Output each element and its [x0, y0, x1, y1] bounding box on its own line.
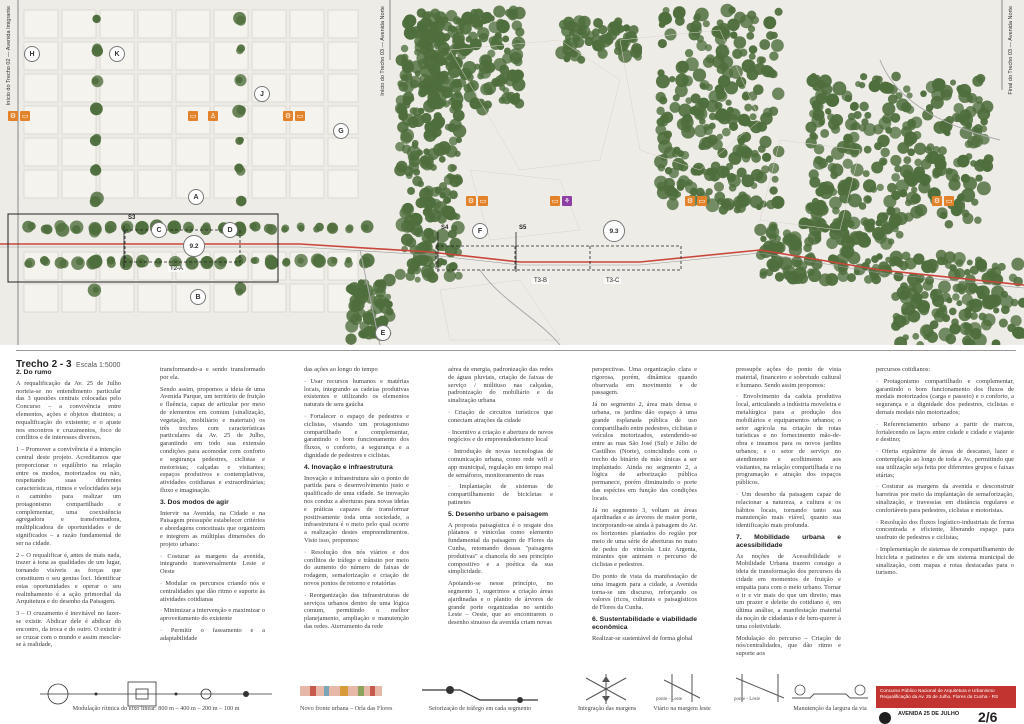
caption-east-road: Viário na margem leste — [653, 705, 711, 712]
text-column-6 — [736, 366, 841, 666]
heading-desenho-urbano: 5. Desenho urbano e paisagem — [448, 510, 549, 518]
paragraph: perspectivas. Uma organização clara e rigorosa, porém, dinâmica quando observada em movimento e de passagem. — [592, 366, 697, 397]
integration-diagram — [580, 674, 632, 704]
text-column-4 — [448, 366, 553, 666]
paragraph: das ações ao longo do tempo — [304, 366, 378, 373]
stretch-label-t2a: T2-A — [170, 266, 184, 272]
paragraph: · Resolução dos nós viários e dos conflitos de tráfego e trânsito por meio do aumento do número de faixas de rodagem, semaforização e criação de novos pontos de retorno e rotatórias — [304, 548, 409, 587]
paragraph: aérea de energia, padronização das redes de águas pluviais, criação de faixas de serviço / múltiuso nas calçadas, padronização do mobiliário e da sinalização urbana — [448, 366, 553, 405]
logo-mark-icon — [879, 712, 891, 724]
bike-icon: ⚙ — [467, 197, 475, 205]
heading-mobilidade: 7. Mobilidade urbana e acessibilidade — [736, 533, 841, 549]
contest-title: Concurso Público Nacional de Arquitetura e Urbanismo — [880, 688, 995, 693]
paragraph: Do ponto de vista da manifestação de uma imagem para a cidade, a Avenida torna-se um discurso, reforçando os valores (ricos, culturais e paisagísticos de Flores da Cunha. — [592, 572, 697, 612]
label-start-trecho-03: Início do Trecho 03 — Avenida Norte — [380, 6, 386, 96]
stretch-marker-9-3[interactable]: 9.3 — [603, 220, 625, 242]
point-marker-a[interactable]: A — [188, 189, 204, 205]
paragraph: A proposta paisagística é o resgate dos plátanos e vinícolas como elemento fundamental da paisagem de Flores da Cunha, retomando dessas "paisagens produtivas" a chancela do seu principio compositivo e a poética da sua simplicidade. — [448, 521, 553, 576]
paragraph: · Protagonismo compartilhado e complementar, garantindo o bom funcionamento dos fluxos de modais motorizados (carga e passeio) e o conforto, a segurança e a dignidade dos pedestres, ciclistas e demais modais não motorizados; — [876, 377, 1014, 416]
text-column-5 — [592, 366, 697, 666]
scale-label: Escala 1:5000 — [76, 362, 121, 369]
paragraph: · Criação de circuitos turísticos que conectam atrações da cidade — [448, 408, 553, 424]
paragraph: 3 – O cruzamento é inevitável no fazer-se existir. Abdicar dele é abdicar do encontro, da troca e do outro. O existir é se cruzar com o mundo e assim mesclar-se à realidade, — [16, 610, 121, 649]
point-marker-e[interactable]: E — [375, 325, 391, 341]
point-marker-k[interactable]: K — [109, 46, 125, 62]
point-marker-d[interactable]: D — [222, 222, 238, 238]
point-marker-c[interactable]: C — [151, 222, 167, 238]
paragraph: Sendo assim, propomos a ideia de uma Avenida Parque, um território de fruição e fluência, capaz de articular por meio de elementos em comum (sinalização, vegetação, mobiliário e materiais) os três trechos com características particulares da Av. 25 de Julho, garantindo em todo sua extensão condições para acomodar com conforto e segurança pedestres, ciclistas e motoristas; calçadas e visitantes; espaços produtivos e contemplativos, atividades cotidianas e extraordinárias; fluxo e imaginação. — [160, 385, 265, 494]
bench-icon: ▭ — [189, 112, 197, 120]
paragraph: · Incentivo a criação e abertura de novos negócios e do empreendedorismo local — [448, 428, 553, 444]
paragraph: · Fortalecer o espaço de pedestres e ciclistas, visando um protagonismo compartilhado e complementar, garantindo o bom funcionamento dos fluxos, o conforto, a segurança e a dignidade de pedestres e ciclistas. — [304, 412, 409, 459]
contest-subtitle: Requalificação da Av. 25 de Julho, Flores da Cunha - RS — [880, 693, 999, 699]
heading-inovacao: 4. Inovação e infraestrutura — [304, 463, 393, 471]
section-label-s5: S5 — [519, 225, 527, 231]
bike-icon: ⚙ — [686, 197, 694, 205]
paragraph: Já no segmento 2, área mais densa e urbana, os jardins dão espaço à uma grande esplanada pública de uso compartilhado entre pedestres, ciclistas e veículos motorizados, estendendo-se entre as ruas São José (Sul) e Júlio de Castilhos (Norte), coincidindo com o trecho do binário de mão únicas a ser implantado. Ainda no segmento 2, a lógica de arborização pública permanece, porém diminuindo o porte das espécies em função das condições locais. — [592, 401, 697, 502]
label-start-trecho-02: Início do Trecho 02 — Avenida Imigrante — [6, 6, 12, 106]
site-plan-map — [0, 0, 1024, 345]
text-column-1 — [16, 366, 121, 666]
paragraph: · Modular os percursos criando nós e centralidades que dão ritmo e suporte às atividades cotidianas — [160, 579, 265, 603]
text-column-2 — [160, 366, 265, 666]
caption-road-width: Manutenção da largura da via — [793, 705, 867, 712]
bench-icon: ▭ — [296, 112, 304, 120]
logo-text: AVENIDA 25 DE JULHO — [898, 711, 960, 717]
contest-badge — [876, 686, 1016, 724]
bench-icon: ▭ — [698, 197, 706, 205]
paragraph: percursos cotidianos: — [876, 366, 931, 373]
paragraph: · Permitir o faseamento e a adaptabilidade — [160, 626, 265, 642]
paragraph: pressupõe ações do ponto de vista material, financeiro e sobretudo cultural e humano. Sendo assim propomos: — [736, 366, 841, 389]
point-marker-h[interactable]: H — [24, 46, 40, 62]
heading-sustentabilidade: 6. Sustentabilidade e viabilidade econômica — [592, 615, 697, 631]
paragraph: Intervir na Avenida, na Cidade e na Paisagem pressupõe estabelecer critérios e abordagens conceituais que organizem e integrem as múltiplas dimensões do projeto urbano: — [160, 509, 265, 548]
section-label-s4: S4 — [441, 225, 449, 231]
paragraph: Apoiando-se nesse princípio, no segmento 1, sugerimos a criação áreas ajardinadas e o plantio de árvores de grande porte organizadas no sentido Leste – Oeste, que ao encontrarem o desenho sinuoso da avenida criam novas — [448, 580, 553, 627]
paragraph: Já no segmento 3, voltam as áreas ajardinadas e as árvores de maior porte, incorporando-se ainda à paisagem do Ar. os horizontes plantados do região por meio de uma série de aberturas no mato de pedra do vinícola Luiz Argenta, mirantes que animam o percurso de ciclistas e pedestres. — [592, 506, 697, 569]
section-label-s3: S3 — [128, 215, 136, 221]
caption-rhythm: Modulação rítmica do eixo linear: 800 m – 400 m – 200 m – 100 m — [72, 705, 240, 712]
urban-front-diagram — [300, 680, 382, 702]
paragraph: · Reorganização das infraestruturas de serviços urbanos dentro de uma lógica comum, permitindo o melhor planejamento, ampliação e manutenção das redes. Aterramento da rede — [304, 591, 409, 630]
paragraph: · Oferta equânime de áreas de descanso, lazer e contemplação ao longo de toda a Av., permitindo que sua utilização seja feita por diferentes grupos e faixas etárias; — [876, 448, 1014, 479]
paragraph: · Usar recursos humanos e matérias locais, integrando as cadeias produtivas existentes e utilizando os elementos naturais de sera gaúcha — [304, 377, 409, 409]
map-drawing — [0, 0, 1024, 345]
text-column-3 — [304, 366, 409, 666]
paragraph: · Implantação de sistemas de compartilhamento de bicicletas e patinetes — [448, 483, 553, 506]
paragraph: · Costurar as margens da avenida, integrando transversalmente Leste e Oeste — [160, 552, 265, 576]
paragraph: · Um desenho da paisagem capaz de relacionar a natureza, a cultura e os hábitos locais, tornando tanto sua manutenção mais viável, quanto sua identificação mais profunda. — [736, 490, 841, 530]
point-marker-j[interactable]: J — [254, 86, 270, 102]
paragraph: A requalificação da Av. 25 de Julho norteia-se no entendimento particular das 3 questões centrais colocadas pelo Concurso – a convivência entre elementos, ações e objetos distintos; a requalificação do existente; e o ajuste nos encontros e cruzamentos, foco de conflitos e de interesses diversos. — [16, 379, 121, 442]
label-end-trecho-03: Final do Trecho 03 — Avenida Norte — [1008, 6, 1014, 95]
sketch-note: ponte - Leste — [734, 697, 761, 702]
paragraph: As noções de Acessibilidade e Mobilidade Urbana trazem consigo a ideia de transformação dos percursos da cidade em momentos de fruição e empatia para com o meio urbano. Tornar o ir e vir mais do que um direito, mas um prazer e deleite do cotidiano é, em última análise, a manifestação material da noção de cidadania e de bem-querer à uma coletividade. — [736, 552, 841, 630]
caption-traffic: Setorização de tráfego em cada segmento — [428, 705, 532, 712]
section-title: Trecho 2 - 3 — [16, 359, 72, 370]
stretch-label-t3c: T3-C — [606, 278, 620, 284]
paragraph: · Resolução dos fluxos logístico-industriais de forma concentrada e eficiente, liberando espaço para usufruto de pedestres e ciclistas; — [876, 518, 1014, 542]
contest-banner — [876, 686, 1016, 708]
bench-icon: ▭ — [551, 197, 559, 205]
bike-icon: ⚙ — [284, 112, 292, 120]
paragraph: · Implementação de sistemas de compartilhamento de bicicleta e patinetes e de um sistema municipal de sinalização, com mapas e rotas destacadas para o turismo. — [876, 545, 1014, 577]
page-number: 2/6 — [978, 709, 998, 724]
paragraph: Realizar-se sustentável de forma global — [592, 634, 693, 642]
caption-integration: Integração das margens — [578, 705, 637, 712]
leaf-icon: ⚘ — [563, 197, 571, 205]
paragraph: 1 – Promover a convivência é a intenção central deste projeto. Acreditamos que proporcionar o equilíbrio na relação entre os modos, motorizados ou não, respeitando suas diferentes características, ritmos e velocidades seja o caminho para realizar um protagonismo compartilhado e complementar, uma coexistência agregadora e transformadora, multiplicadora de oportunidades e de significados – a razão fundamental de ser na cidade. — [16, 446, 121, 547]
caption-urban-front: Novo fronte urbana – Orla das Flores — [300, 705, 393, 712]
text-column-7 — [876, 366, 1014, 676]
heading-modos-de-agir: 3. Dos modos de agir — [160, 498, 229, 506]
paragraph: · Minimizar a intervenção e maximizar o aproveitamento do existente — [160, 607, 265, 623]
bench-icon: ▭ — [21, 112, 29, 120]
sketch-note: ponte - Leste — [656, 697, 683, 702]
paragraph: Modulação do percurso – Criação de nós/centralidades, que dão ritmo e suporte aos — [736, 634, 841, 658]
point-marker-f[interactable]: F — [472, 223, 488, 239]
header-rule — [16, 350, 1016, 351]
bench-icon: ▭ — [479, 197, 487, 205]
walk-icon: ♙ — [209, 112, 217, 120]
bike-icon: ⚙ — [933, 197, 941, 205]
rhythm-diagram — [36, 680, 276, 708]
heading-do-rumo: 2. Do rumo — [16, 369, 52, 376]
traffic-sector-diagram — [420, 680, 540, 704]
paragraph: · Introdução de novas tecnologias de comunicação urbana, como rede wifi e app municipal, regulação em tempo real de semáforos, monitoramento de ruas — [448, 448, 553, 479]
paragraph: transformando-a e sendo transformado por ela. — [160, 366, 265, 381]
section-sketch — [790, 680, 870, 702]
paragraph: · Envolvimento da cadeia produtiva local, articulando a indústria moveleira e metalúrgica para a produção dos mobiliários e equipamentos urbanos; o setor agrícola na criação de rotas turísticas e no fornecimento mão-de-obra e insumos para os novos jardins urbanos; e o setor de serviço no atendimento e acolhimento aos visitantes, na relação compartilhada e na programação e atração dos espaços públicos. — [736, 393, 841, 487]
bench-icon: ▭ — [945, 197, 953, 205]
point-marker-b[interactable]: B — [190, 289, 206, 305]
paragraph: · Referenciamento urbano a partir de marcos, fortalecendo os laços entre cidade e cidade e viajante e destino; — [876, 420, 1014, 444]
paragraph: · Costurar as margens da avenida e desconstruir barreiras por meio da implantação de semaforização, sinalização, e travessias em distância regulares e confortáveis para pedestres, ciclistas e motoristas. — [876, 483, 1014, 514]
paragraph: Inovação e infraestrutura são o ponto de partida para o desenvolvimento justo e qualificado de uma cidade. Se inovação nos conduz a aberturas para novas ideias e práticas capazes de transformar positivamente toda uma sociedade, a infraestrutura é o meio pelo qual ocorre a realização destes empreendimentos. Visto isso, propomos: — [304, 474, 409, 544]
point-marker-g[interactable]: G — [333, 123, 349, 139]
paragraph: 2 – O requalificar é, antes de mais nada, trazer à tona as qualidades de um lugar, tornando visíveis as forças que constituem o seu genius loci. Identificar estas oportunidades e operar o seu realinhamento é a ação primordial da Arquitetura e do desenho da Paisagem. — [16, 551, 121, 606]
stretch-marker-9-2[interactable]: 9.2 — [183, 235, 205, 257]
stretch-label-t3b: T3-B — [534, 278, 548, 284]
bike-icon: ⚙ — [9, 112, 17, 120]
